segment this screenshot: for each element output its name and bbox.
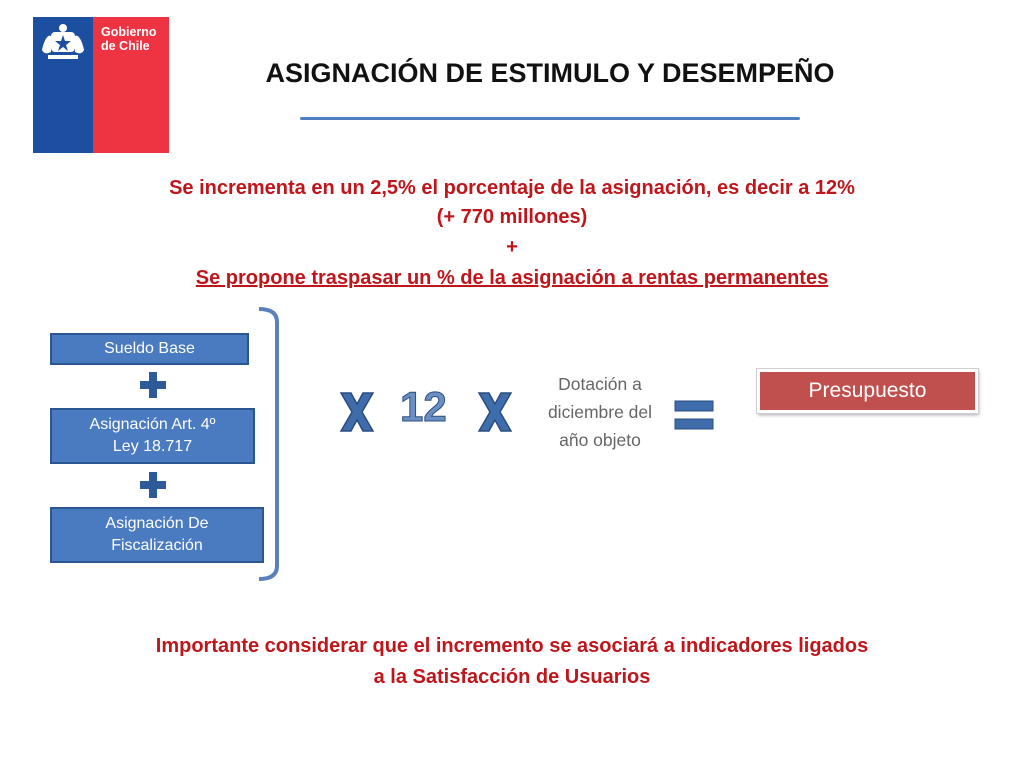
plus-icon	[138, 370, 168, 400]
dotacion-line2: diciembre del	[547, 402, 653, 422]
gobierno-de-chile-logo	[33, 17, 169, 153]
intro-plus: +	[506, 236, 518, 258]
sueldo-base-box	[50, 333, 249, 365]
asignacion-fiscalizacion-line2: Fiscalización	[111, 537, 203, 554]
page-title: ASIGNACIÓN DE ESTIMULO Y DESEMPEÑO	[265, 58, 835, 88]
plus-icon	[138, 470, 168, 500]
sueldo-base-label: Sueldo Base	[104, 340, 195, 357]
multiply-icon	[337, 391, 377, 433]
asignacion-art4-box	[50, 408, 255, 464]
dotacion-line1: Dotación a	[558, 374, 642, 394]
asignacion-art4-line2: Ley 18.717	[112, 438, 193, 455]
intro-line-1: Se incrementa en un 2,5% el porcentaje de la asignación, es decir a 12%	[169, 177, 855, 199]
equals-icon	[673, 399, 715, 433]
asignacion-art4-line1: Asignación Art. 4º	[89, 416, 216, 433]
logo-line1: Gobierno	[101, 25, 157, 39]
asignacion-fiscalizacion-box	[50, 507, 264, 563]
presupuesto-box	[757, 369, 978, 413]
note-line-2: a la Satisfacción de Usuarios	[373, 666, 651, 688]
right-bracket-icon	[255, 306, 285, 582]
title-underline	[300, 117, 800, 120]
multiply-icon	[475, 391, 515, 433]
dotacion-label	[530, 370, 670, 454]
intro-line-2: (+ 770 millones)	[436, 206, 588, 228]
asignacion-fiscalizacion-line1: Asignación De	[105, 515, 209, 532]
coat-of-arms-icon	[38, 22, 88, 64]
presupuesto-label: Presupuesto	[808, 379, 927, 402]
intro-line-4: Se propone traspasar un % de la asignación a rentas permanentes	[195, 267, 829, 289]
note-line-1: Importante considerar que el incremento se asociará a indicadores ligados	[155, 635, 869, 657]
logo-line2: de Chile	[101, 39, 150, 53]
dotacion-line3: año objeto	[559, 430, 641, 450]
factor-number: 12	[400, 383, 447, 430]
